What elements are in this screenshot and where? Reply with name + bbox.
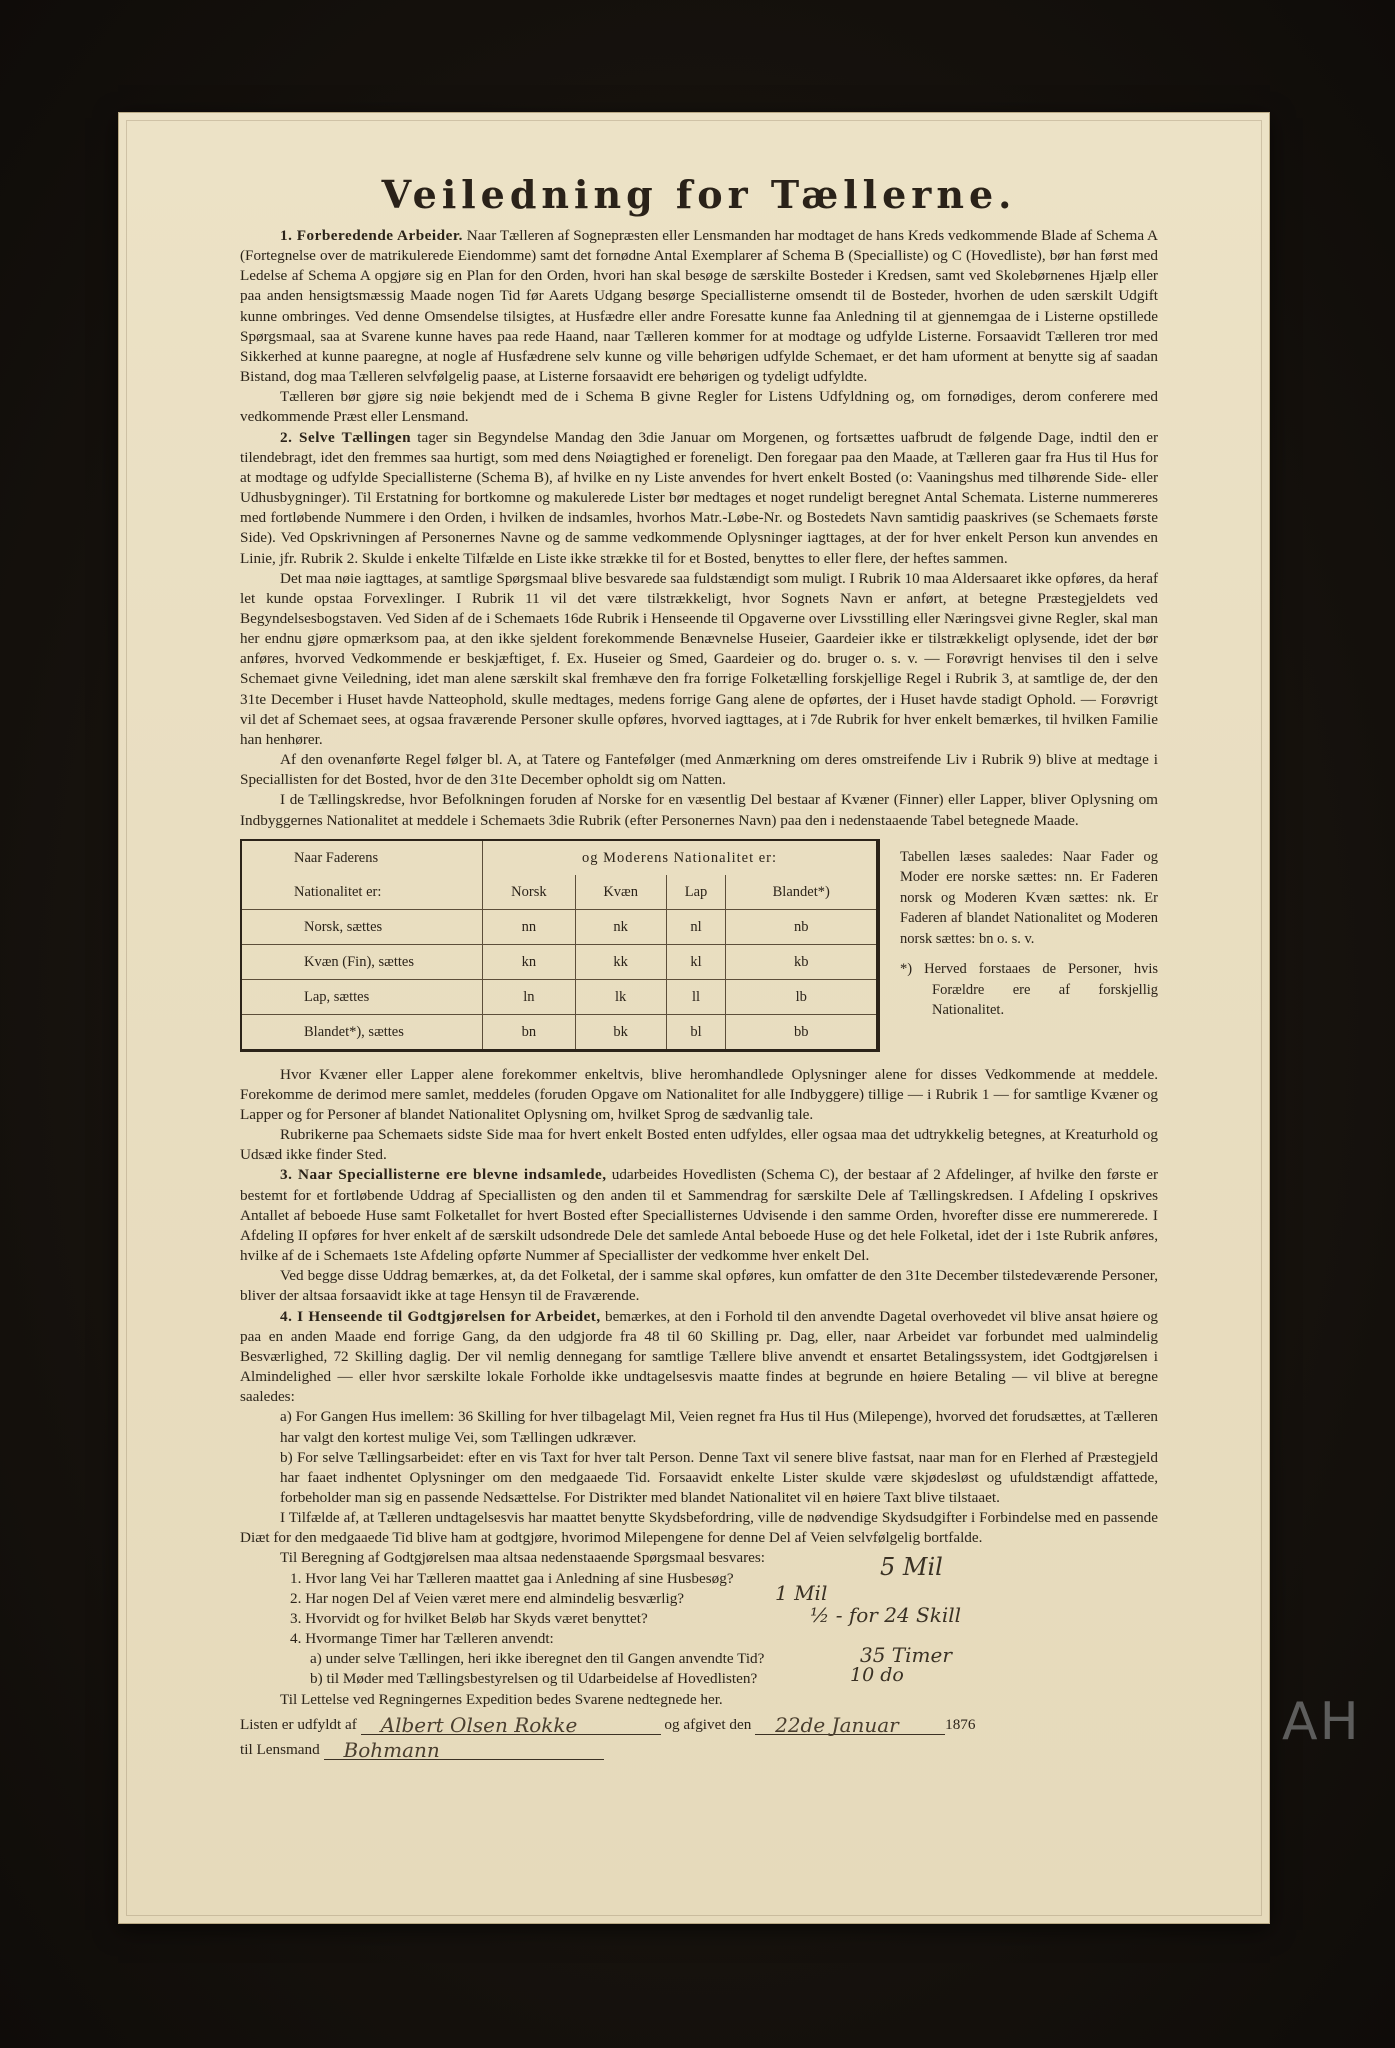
table-cell: kb	[726, 944, 878, 979]
question-4a: a) under selve Tællingen, heri ikke iberegnet den til Gangen anvendte Tid?	[310, 1650, 765, 1668]
table-cell: kk	[575, 944, 666, 979]
afgivet-value-handwritten: 22de Januar	[775, 1712, 899, 1737]
section-2-text: tager sin Begyndelse Mandag den 3die Januar om Morgenen, og fortsættes uafbrudt de følgende Dage, indtil den er tilendebragt, idet den fremmes saa hurtigt, som med dens Nøiagtighed er foreneligt. Den foregaar paa den Maade, at Tælleren gaar fra Hus til Hus for at modtage og udfylde Speciallisterne (Schema B), af hvilke en ny Liste anvendes for hvert enkelt Bosted (o: Vaaningshus med tilhørende Side- eller Udhusbygninger). Til Erstatning for bortkomne og makulerede Lister bør medtages et noget rundeligt beregnet Antal Schemata. Listerne nummereres med fortløbende Nummere i den Orden, i hvilken de indsamles, hvorhos Matr.-Løbe-Nr. og Bostedets Navn samtidig paaskrives (se Schemaets første Side). Ved Opskrivningen af Personernes Navne og de samme vedkommende Oplysninger iagttages, at der for hver enkelt Person kun anvendes en Linie, jfr. Rubrik 2. Skulde i enkelte Tilfælde en Liste ikke strække til for et Bosted, benyttes to eller flere, der heftes sammen.	[240, 428, 1159, 567]
section-3-heading: 3. Naar Speciallisterne ere blevne indsamlede,	[280, 1166, 607, 1184]
section-1-heading: 1. Forberedende Arbeider.	[280, 227, 463, 244]
table-cell: bb	[726, 1014, 878, 1050]
section-2-heading: 2. Selve Tællingen	[280, 428, 412, 446]
table-row-label: Lap, sættes	[241, 979, 483, 1014]
table-cell: lb	[726, 979, 878, 1014]
table-cell: kn	[483, 944, 576, 979]
table-cell: lk	[575, 979, 666, 1014]
table-column-header: Norsk	[483, 875, 576, 910]
table-row-label: Blandet*), sættes	[304, 1023, 404, 1040]
table-row-label: Kvæn (Fin), sættes	[241, 944, 483, 979]
section-2-paragraph-3: Af den ovenanførte Regel følger bl. A, at Tatere og Fantefølger (med Anmærkning om deres omstreifende Liv i Rubrik 9) blive at medtage i Speciallisten for det Bosted, hvor de den 31te December opholdt sig om Natten.	[240, 751, 1158, 789]
nationality-table	[240, 839, 880, 1052]
table-header-father: Naar Faderens	[294, 849, 379, 866]
section-4-closing: Til Lettelse ved Regningernes Expedition bedes Svarene nedtegnede her.	[280, 1690, 723, 1708]
table-cell: nb	[726, 909, 878, 944]
table-cell: kl	[666, 944, 726, 979]
section-2	[240, 428, 1158, 569]
table-cell: bn	[483, 1014, 576, 1050]
table-column-header: Kvæn	[575, 875, 666, 910]
listen-value-handwritten: Albert Olsen Rokke	[380, 1712, 578, 1737]
document-page	[118, 112, 1270, 1924]
nationality-table-area	[240, 839, 1158, 1057]
section-4-paragraph-3: Til Beregning af Godtgjørelsen maa altsaa nedenstaaende Spørgsmaal besvares:	[280, 1549, 766, 1567]
table-note-text: Tabellen læses saaledes: Naar Fader og Moder ere norske sættes: nn. Er Faderen norsk og Moderen Kvæn sættes: nk. Er Faderen af blandet Nationalitet og Moderen norsk sættes: bn o. s. v.	[900, 848, 1158, 947]
archive-watermark: AH	[1282, 1692, 1361, 1752]
answer-1-handwritten: 5 Mil	[880, 1552, 943, 1581]
section-3-text: udarbeides Hovedlisten (Schema C), der bestaar af 2 Afdelinger, af hvilke den første er bestemt for et fortløbende Uddrag af Speciallisten og den anden til et Sammendrag for særskilte Dele af Tællingskredsen. I Afdeling I opskrives Antallet af beboede Huse samt Folketallet for hvert Bosted efter Speciallisternes Udvisende i den samme Orden, hvorefter disse ere nummererede. I Afdeling II opføres for hver enkelt af de særskilt udsondrede Dele det samlede Antal beboede Huse og det hele Folketal, idet der i 1ste Rubrik anføres, hvilke af de i Schemaets 1ste Afdeling opførte Nummer af Speciallister der vedkomme hver enkelt Del.	[240, 1166, 1158, 1265]
section-2-paragraph-2: Det maa nøie iagttages, at samtlige Spørgsmaal blive besvarede saa fuldstændigt som muligt. I Rubrik 10 maa Aldersaaret ikke opføres, da heraf let kunde opstaa Forvexlinger. I Rubrik 11 vil det være tilstrækkeligt, hvor Sognets Navn er anført, at betegne Præstegjeldets ved Begyndelsesbogstaven. Ved Siden af de i Schemaets 16de Rubrik i Henseende til Opgaverne over Livsstilling eller Næringsvei givne Regler, skal man her endnu gjøre opmærksom paa, at den ikke sjeldent forekommende Benævnelse Huseier, Gaardeier ikke er tilstrækkeligt oplysende, idet der bør anføres, hvorved Vedkommende er beskjæftiget, f. Ex. Huseier og Smed, Gaardeier og do. bruger o. s. v. — Forøvrigt henvises til den i selve Schemaet givne Veiledning, idet man alene særskilt skal fremhæve den fra forrige Folketælling forskjellige Regel i Rubrik 3, at samtlige de, der den 31te December i Huset havde Natteophold, skulle medtages, medens forrige Gang alene de opførtes, der i Huset havde stadigt Ophold. — Forøvrigt vil det af Schemaet sees, at ogsaa fraværende Personer skulle opføres, hvorved iagttages, at i 7de Rubrik for hver enkelt bemærkes, til hvilken Familie han henhører.	[240, 569, 1158, 748]
table-header-nationality: Nationalitet er:	[241, 875, 483, 910]
table-cell: bl	[666, 1014, 726, 1050]
answer-4a-handwritten: 35 Timer	[860, 1642, 952, 1667]
section-1	[240, 226, 1158, 387]
question-1: 1. Hvor lang Vei har Tælleren maattet gaa i Anledning af sine Husbesøg?	[290, 1569, 734, 1587]
table-cell: bk	[575, 1014, 666, 1050]
section-3	[240, 1165, 1158, 1266]
after-table-paragraph-2: Rubrikerne paa Schemaets sidste Side maa for hvert enkelt Bosted enten udfyldes, eller ogsaa maa det udtrykkelig betegnes, at Kreaturhold og Udsæd ikke finder Sted.	[240, 1126, 1158, 1164]
answer-3-handwritten: ½ - for 24 Skill	[810, 1602, 962, 1627]
table-header-row-1	[241, 840, 878, 875]
table-row	[241, 909, 878, 944]
table-row	[241, 979, 878, 1014]
question-3: 3. Hvorvidt og for hvilket Beløb har Skyds været benyttet?	[290, 1609, 648, 1627]
year-label: 1876	[945, 1715, 976, 1733]
answer-4b-handwritten: 10 do	[850, 1663, 904, 1686]
table-cell: nl	[666, 909, 726, 944]
table-cell: ll	[666, 979, 726, 1014]
section-3-paragraph-2: Ved begge disse Uddrag bemærkes, at, da det Folketal, der i samme skal opføres, kun omfatter de den 31te December tilstedeværende Personer, bliver der altsaa forsaavidt ikke at tage Hensyn til de Fraværende.	[240, 1267, 1158, 1305]
question-2: 2. Har nogen Del af Veien været mere end almindelig besværlig?	[290, 1589, 685, 1607]
table-column-header: Blandet*)	[726, 875, 878, 910]
after-table-paragraph-1: Hvor Kvæner eller Lapper alene forekommer enkeltvis, blive heromhandlede Oplysninger alene for disses Vedkommende at meddele. Forekomme de derimod mere samlet, meddeles (foruden Opgave om Nationalitet for alle Indbyggere) tillige — i Rubrik 1 — for samtlige Kvæner og Lapper og for Personer af blandet Nationalitet Oplysning om, hvilket Sprog de sædvanlig tale.	[240, 1065, 1158, 1123]
afgivet-label: og afgivet den	[664, 1715, 752, 1733]
table-header-mother: og Moderens Nationalitet er:	[483, 840, 879, 875]
table-column-header: Lap	[666, 875, 726, 910]
table-row	[241, 1014, 878, 1050]
til-field	[324, 1739, 604, 1760]
section-4-heading: 4. I Henseende til Godtgjørelsen for Arbeidet,	[280, 1307, 601, 1325]
section-1-text: Naar Tælleren af Sognepræsten eller Lensmanden har modtaget de hans Kreds vedkommende Blade af Schema A (Fortegnelse over de matrikulerede Eiendomme) samt det fornødne Antal Exemplarer af Schema B (Specialliste) og C (Hovedliste), bør han først med Ledelse af Schema A opgjøre sig en Plan for den Orden, hvori han skal besøge de særskilte Bosteder i Kredsen, samt ved Skolebørnenes Hjælp eller paa anden hensigtsmæssig Maade nogen Tid før Aarets Udgang besørge Speciallisterne omsendt til de Bosteder, hvorhen de uden særskilt Udgift kunne ombringes. Ved denne Omsendelse tilsigtes, at Husfædre eller andre Foresatte kunne faa Anledning til at gjennemgaa de i Listerne opstillede Spørgsmaal, saa at Svarene kunne haves paa rede Haand, naar Tælleren kommer for at modtage og udfylde Listerne. Forsaavidt Tælleren tror med Sikkerhed at kunne paaregne, at nogle af Husfædrene selv kunne og ville behørigen udfylde Schemaet, er det ham uforment at benytte sig af saadan Bistand, dog maa Tælleren selvfølgelig paase, at Listerne forsaavidt ere behørigen og tydeligt udfyldte.	[240, 227, 1159, 386]
table-cell: nn	[483, 909, 576, 944]
section-4-item-b: b) For selve Tællingsarbeidet: efter en vis Taxt for hver talt Person. Denne Taxt vil senere blive fastsat, naar man for en Flerhed af Præstegjeld har faaet indhentet Oplysninger om den medgaaede Tid. Forsaavidt enkelte Lister skulde være skjødesløst og ufuldstændigt affattede, forbeholder man sig en passende Nedsættelse. For Distrikter med blandet Nationalitet vil en høiere Taxt blive tilstaaet.	[280, 1448, 1158, 1506]
table-reading-note	[900, 847, 1158, 1021]
til-label: til Lensmand	[240, 1740, 320, 1758]
afgivet-field	[755, 1714, 945, 1735]
page-title: Veiledning for Tællerne.	[381, 172, 1017, 217]
section-1-paragraph-2: Tælleren bør gjøre sig nøie bekjendt med de i Schema B givne Regler for Listens Udfyldning og, om fornødiges, derom conferere med vedkommende Præst eller Lensmand.	[240, 388, 1158, 426]
listen-field	[361, 1714, 661, 1735]
table-cell: nk	[575, 909, 666, 944]
section-4	[240, 1307, 1158, 1408]
table-row	[241, 944, 878, 979]
question-4: 4. Hvormange Timer har Tælleren anvendt:	[290, 1630, 554, 1648]
question-4b: b) til Møder med Tællingsbestyrelsen og til Udarbeidelse af Hovedlisten?	[310, 1670, 758, 1688]
section-2-paragraph-4: I de Tællingskredse, hvor Befolkningen foruden af Norske for en væsentlig Del bestaar af Kvæner (Finner) eller Lapper, bliver Oplysning om Indbyggernes Nationalitet at meddele i Schemaets 3die Rubrik (efter Personernes Navn) paa den i nedenstaaende Tabel betegnede Maade.	[240, 791, 1158, 829]
answer-2-handwritten: 1 Mil	[775, 1580, 828, 1605]
table-cell: ln	[483, 979, 576, 1014]
table-footnote: *) Herved forstaaes de Personer, hvis Forældre ere af forskjellig Nationalitet.	[900, 961, 1158, 1019]
listen-label: Listen er udfyldt af	[240, 1715, 357, 1733]
signature-line-2	[240, 1739, 1158, 1760]
til-value-handwritten: Bohmann	[343, 1737, 440, 1762]
document-content	[240, 172, 1158, 1760]
section-4-item-a: a) For Gangen Hus imellem: 36 Skilling for hver tilbagelagt Mil, Veien regnet fra Hus til Hus (Milepenge), hvorved det forudsættes, at Tælleren har valgt den kortest mulige Vei, som Tællingen udkræver.	[280, 1408, 1158, 1446]
table-header-row-2	[241, 875, 878, 910]
section-4-paragraph-2: I Tilfælde af, at Tælleren undtagelsesvis har maattet benytte Skydsbefordring, ville de nødvendige Skydsudgifter i Forbindelse med en passende Diæt for den medgaaede Tid blive ham at godtgjøre, hvorimod Milepengene for denne Del af Veien selvfølgelig bortfalde.	[240, 1509, 1158, 1547]
section-4-text: bemærkes, at den i Forhold til den anvendte Dagetal overhovedet vil blive ansat høiere og paa en anden Maade end forrige Gang, da den udgjorde fra 48 til 60 Skilling pr. Dag, eller, naar Arbeidet var forbundet med ualmindelig Besværlighed, 72 Skilling daglig. Der vil nemlig dennegang for samtlige Tællere blive anvendt et ensartet Betalingssystem, idet Godtgjørelsen i Almindelighed — eller hvor særskilte lokale Forholde ikke undtagelsesvis maatte findes at begrunde en høiere Betaling — vil blive at beregne saaledes:	[240, 1307, 1159, 1406]
table-row-label: Norsk, sættes	[241, 909, 483, 944]
signature-line-1	[240, 1714, 1158, 1735]
